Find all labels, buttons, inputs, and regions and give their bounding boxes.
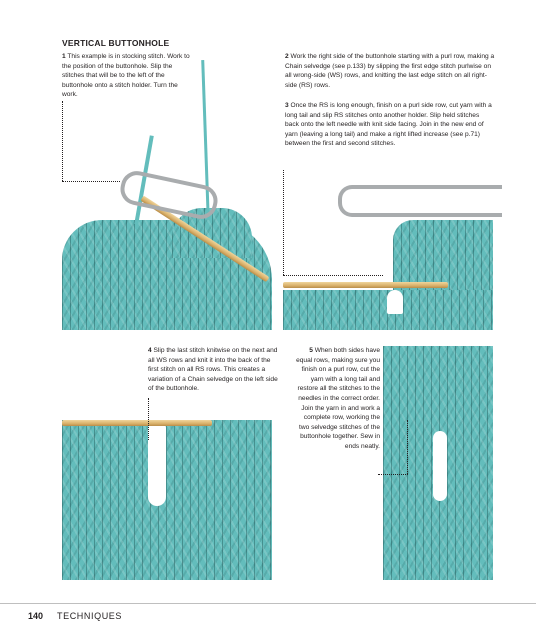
step-4-text bbox=[148, 346, 280, 394]
buttonhole-gap bbox=[148, 424, 166, 506]
page-number: 140 bbox=[28, 611, 44, 621]
step-4-body: Slip the last stitch knitwise on the next and all WS rows and knit it into the back of the first stitch on all RS rows. This creates a variation of a Chain selvedge on the left side of the buttonhole. bbox=[148, 347, 278, 393]
callout-line bbox=[283, 170, 284, 275]
step-2-text bbox=[285, 52, 495, 90]
photo-step-4 bbox=[62, 410, 272, 580]
step-3-number: 3 bbox=[285, 102, 289, 109]
buttonhole-gap bbox=[433, 431, 447, 501]
step-1-text bbox=[62, 52, 192, 100]
stitch-holder bbox=[338, 185, 502, 217]
step-1-body: This example is in stocking stitch. Work to the position of the buttonhole. Slip the stitches that will be to the left of the buttonhole onto a stitch holder. Turn the work. bbox=[62, 53, 190, 99]
page-heading: VERTICAL BUTTONHOLE bbox=[62, 38, 170, 48]
callout-line bbox=[283, 275, 383, 276]
step-1-number: 1 bbox=[62, 53, 66, 60]
step-5-body: When both sides have equal rows, making sure you finish on a purl row, cut the yarn with a long tail and restore all the stitches to the needles in the correct order. Join the yarn in and work a complete row, working the two selvedge stitches of the buttonhole together. Sew in ends neatly. bbox=[296, 347, 380, 450]
photo-step-1 bbox=[62, 140, 272, 330]
callout-line bbox=[148, 398, 149, 440]
buttonhole-gap bbox=[387, 290, 403, 314]
footer-rule bbox=[0, 603, 536, 604]
step-5-number: 5 bbox=[309, 347, 313, 354]
step-3-body: Once the RS is long enough, finish on a purl side row, cut yarn with a long tail and slip RS stitches onto another holder. Slip held stitches back onto the left needle with knit side facing. Join in the new end of yarn (leaving a long tail) and make a right lifted increase (see p.71) between the first and second stitches. bbox=[285, 102, 492, 148]
callout-line bbox=[407, 420, 408, 474]
callout-line bbox=[378, 474, 408, 475]
knitting-needle bbox=[62, 420, 212, 426]
step-2-number: 2 bbox=[285, 53, 289, 60]
callout-line bbox=[62, 101, 63, 181]
photo-step-5 bbox=[383, 346, 493, 580]
callout-line bbox=[62, 181, 120, 182]
step-5-text bbox=[292, 346, 380, 452]
photo-step-2-3 bbox=[283, 140, 493, 330]
section-name: TECHNIQUES bbox=[57, 611, 123, 621]
step-2-body: Work the right side of the buttonhole starting with a purl row, making a Chain selvedge (see p.133) by slipping the first edge stitch purlwise on all wrong-side (WS) rows, and knitting the last edge stitch on all right-side (RS) rows. bbox=[285, 53, 495, 89]
knitted-fabric bbox=[62, 420, 272, 580]
step-4-number: 4 bbox=[148, 347, 152, 354]
knitting-needle bbox=[283, 282, 448, 288]
